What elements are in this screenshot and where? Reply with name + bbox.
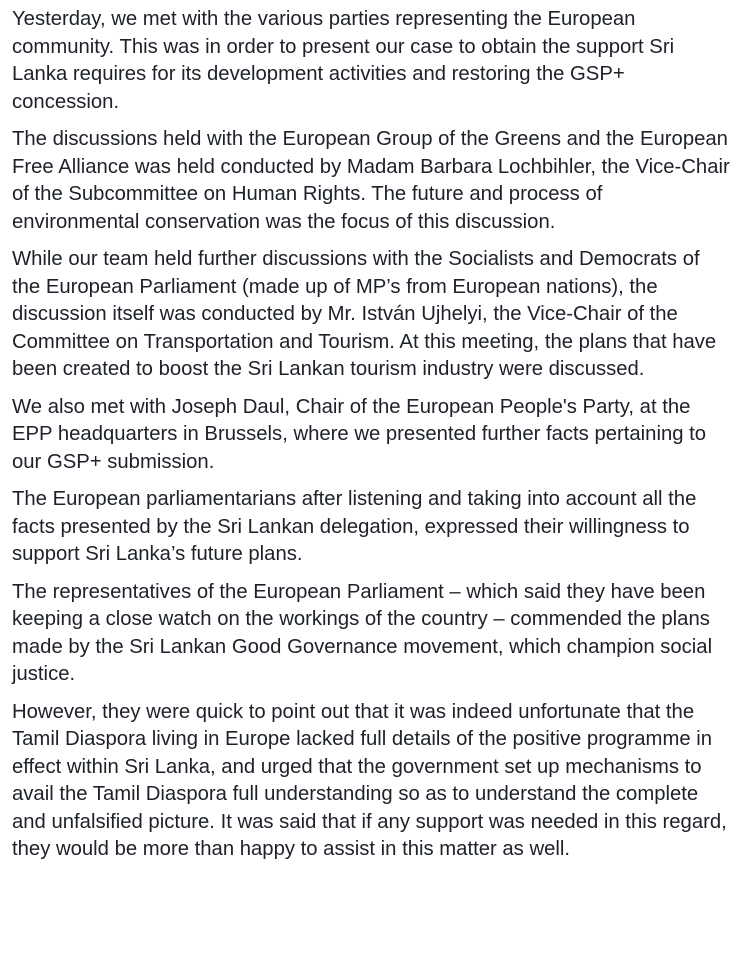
post-paragraph: The discussions held with the European Group of the Greens and the European Free Alliance was held conducted by Madam Barbara Lochbihler, the Vice-Chair of the Subcommittee on Human Rights. The future and process of environmental conservation was the focus of this discussion. [12,128,730,233]
post-paragraph: The European parliamentarians after listening and taking into account all the facts presented by the Sri Lankan delegation, expressed their willingness to support Sri Lanka’s future plans. [12,488,697,565]
post-paragraph: Yesterday, we met with the various parties representing the European community. This was in order to present our case to obtain the support Sri Lanka requires for its development activities and restoring the GSP+ concession. [12,8,675,113]
post-paragraph: We also met with Joseph Daul, Chair of the European People's Party, at the EPP headquarters in Brussels, where we presented further facts pertaining to our GSP+ submission. [12,395,707,473]
post-paragraph: The representatives of the European Parliament – which said they have been keeping a close watch on the workings of the country – commended the plans made by the Sri Lankan Good Governance movement, which champion social justice. [12,580,713,685]
post-paragraph: While our team held further discussions with the Socialists and Democrats of the European Parliament (made up of MP’s from European nations), the discussion itself was conducted by Mr. István Ujhelyi, the Vice-Chair of the Committee on Transportation and Tourism. At this meeting, the plans that have been created to boost the Sri Lankan tourism industry were discussed. [12,248,717,380]
post-paragraph: However, they were quick to point out that it was indeed unfortunate that the Tamil Diaspora living in Europe lacked full details of the positive programme in effect within Sri Lanka, and urged that the government set up mechanisms to avail the Tamil Diaspora full understanding so as to understand the complete and unfalsified picture. It was said that if any support was needed in this regard, they would be more than happy to assist in this matter as well. [12,700,727,860]
